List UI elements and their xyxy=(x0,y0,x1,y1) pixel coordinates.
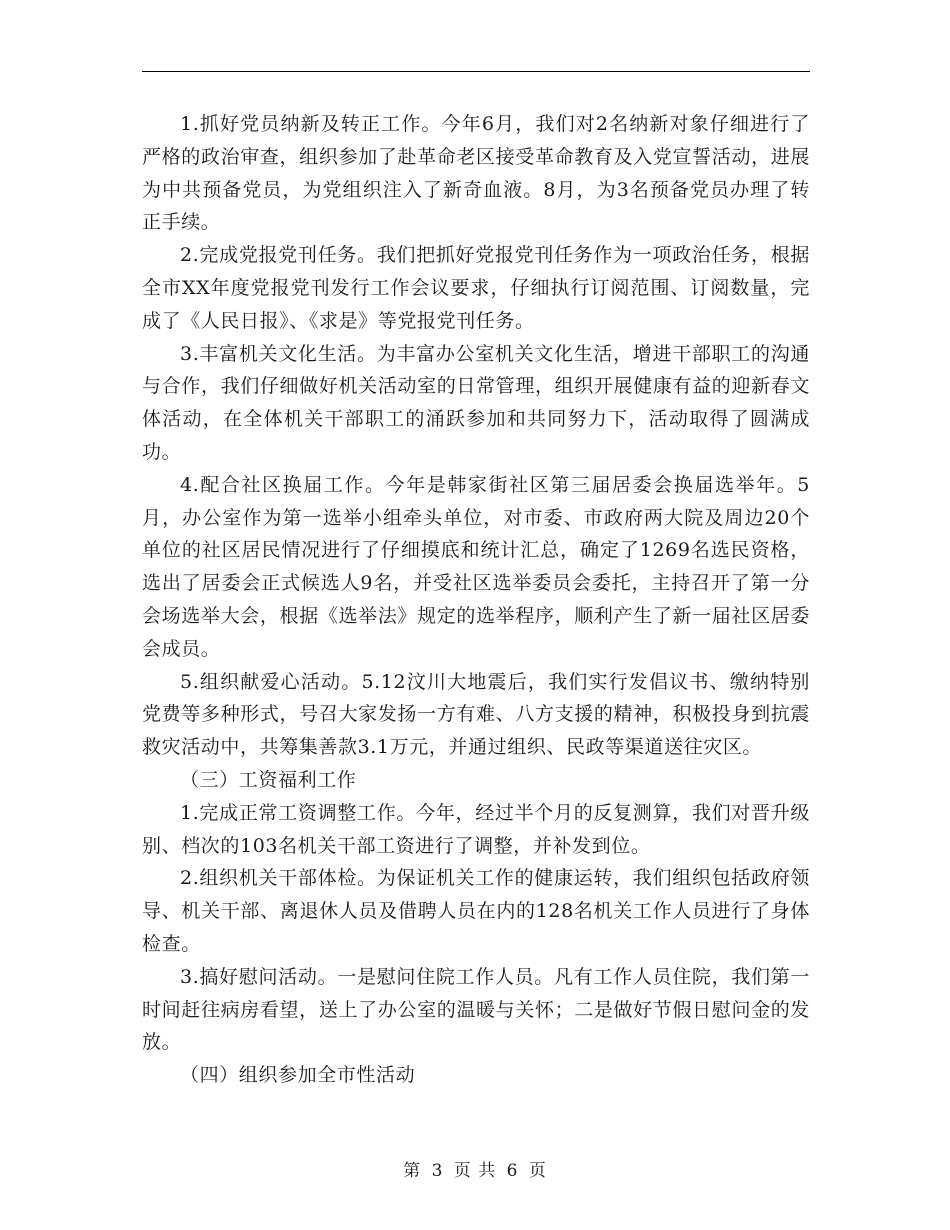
paragraph-culture-life: 3.丰富机关文化生活。为丰富办公室机关文化生活，增进干部职工的沟通与合作，我们仔细做好机关活动室的日常管理，组织开展健康有益的迎新春文体活动，在全体机关干部职工的涌跃参加和共同努力下，活动取得了圆满成功。 xyxy=(142,342,810,463)
paragraph-condolence: 3.搞好慰问活动。一是慰问住院工作人员。凡有工作人员住院，我们第一时间赶往病房看望，送上了办公室的温暖与关怀；二是做好节假日慰问金的发放。 xyxy=(142,965,810,1054)
footer-prefix: 第 xyxy=(403,1161,422,1181)
footer-page-number: 3 xyxy=(431,1161,444,1181)
paragraph-party-newspapers: 2.完成党报党刊任务。我们把抓好党报党刊任务作为一项政治任务，根据全市XX年度党报党刊发行工作会议要求，仔细执行订阅范围、订阅数量，完成了《人民日报》、《求是》等党报党刊任务。 xyxy=(142,244,810,332)
section-heading-city-activities: （四）组织参加全市性活动 xyxy=(180,1064,416,1087)
document-body xyxy=(142,108,810,1092)
footer-total-pages: 6 xyxy=(506,1161,519,1181)
paragraph-party-members: 1.抓好党员纳新及转正工作。今年6月，我们对2名纳新对象仔细进行了严格的政治审查，组织参加了赴革命老区接受革命教育及入党宣誓活动，进展为中共预备党员，为党组织注入了新奇血液。8月，为3名预备党员办理了转正手续。 xyxy=(142,113,810,234)
paragraph-donation: 5.组织献爱心活动。5.12汶川大地震后，我们实行发倡议书、缴纳特别党费等多种形式，号召大家发扬一方有难、八方支援的精神，积极投身到抗震救灾活动中，共筹集善款3.1万元，并通过组织、民政等渠道送往灾区。 xyxy=(142,670,810,759)
footer-suffix: 页 xyxy=(528,1161,547,1181)
header-rule xyxy=(142,71,810,72)
footer-middle: 页 共 xyxy=(453,1161,497,1181)
paragraph-health-check: 2.组织机关干部体检。为保证机关工作的健康运转，我们组织包括政府领导、机关干部、离退休人员及借聘人员在内的128名机关工作人员进行了身体检查。 xyxy=(142,867,810,955)
paragraph-salary-adjustment: 1.完成正常工资调整工作。今年，经过半个月的反复测算，我们对晋升级别、档次的103名机关干部工资进行了调整，并补发到位。 xyxy=(142,801,810,857)
page-footer xyxy=(0,1156,950,1181)
section-heading-salary-welfare: （三）工资福利工作 xyxy=(180,768,357,791)
paragraph-community-election: 4.配合社区换届工作。今年是韩家街社区第三届居委会换届选举年。5月，办公室作为第一选举小组牵头单位，对市委、市政府两大院及周边20个单位的社区居民情况进行了仔细摸底和统计汇总，确定了1269名选民资格，选出了居委会正式候选人9名，并受社区选举委员会委托，主持召开了第一分会场选举大会，根据《选举法》规定的选举程序，顺利产生了新一届社区居委会成员。 xyxy=(142,473,810,660)
